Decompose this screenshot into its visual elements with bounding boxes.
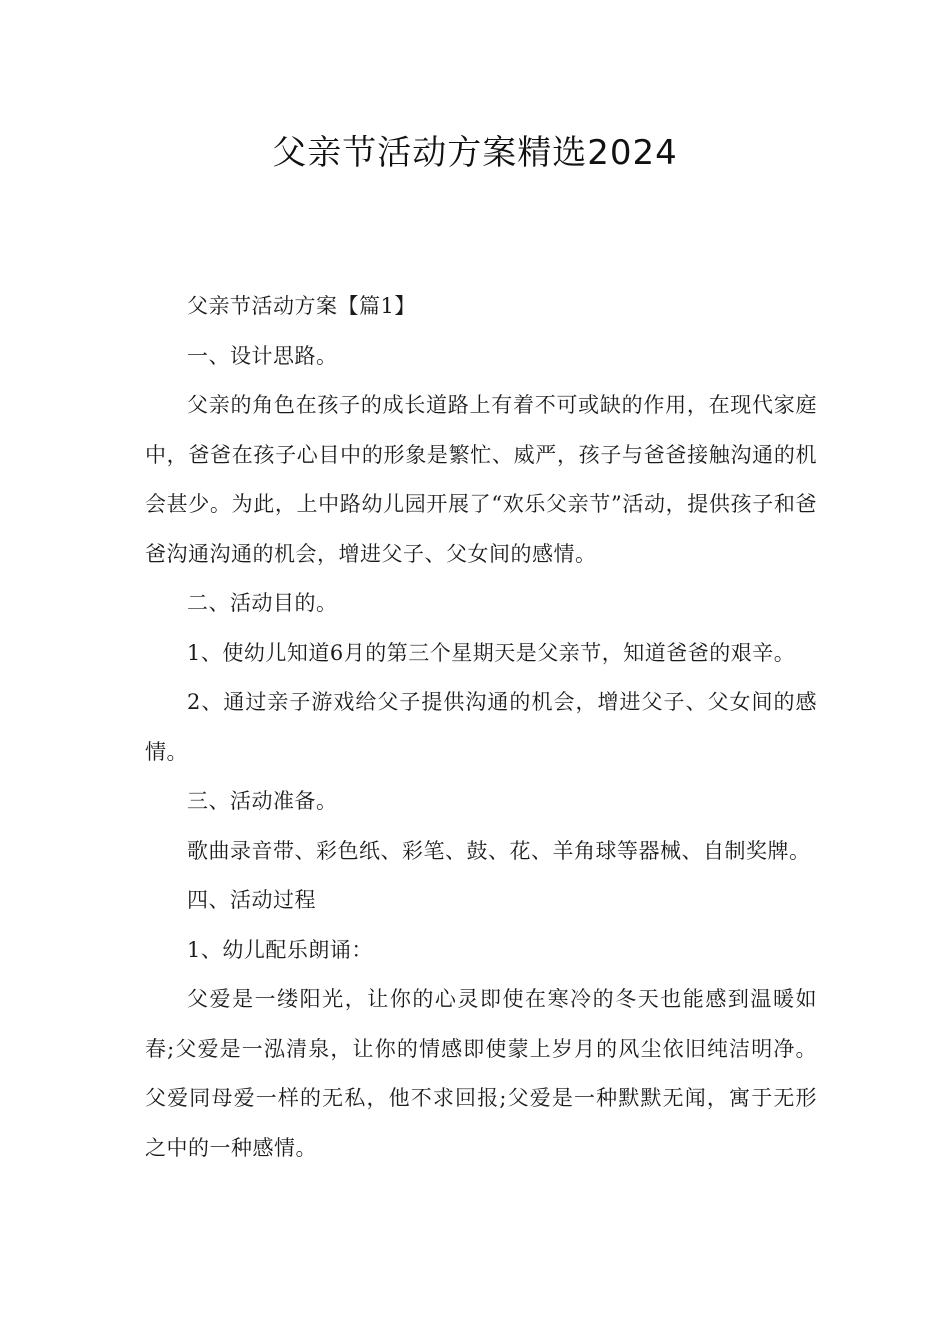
paragraph-recitation-text: 父爱是一缕阳光，让你的心灵即使在寒冷的冬天也能感到温暖如春;父爱是一泓清泉，让你的情感即使蒙上岁月的风尘依旧纯洁明净。父爱同母爱一样的无私，他不求回报;父爱是一种默默无闻，寓于无形之中的一种感情。 [145, 987, 817, 1160]
paragraph-preparation-text: 歌曲录音带、彩色纸、彩笔、鼓、花、羊角球等器械、自制奖牌。 [187, 838, 811, 863]
paragraph-design-text: 父亲的角色在孩子的成长道路上有着不可或缺的作用，在现代家庭中，爸爸在孩子心目中的形象是繁忙、威严，孩子与爸爸接触沟通的机会甚少。为此，上中路幼儿园开展了“欢乐父亲节”活动，提供孩子和爸爸沟通沟通的机会，增进父子、父女间的感情。 [145, 393, 817, 566]
section-heading-chapter: 父亲节活动方案【篇1】 [187, 294, 416, 318]
section-heading-purpose: 二、活动目的。 [187, 591, 338, 615]
list-item-purpose-2: 2、通过亲子游戏给父子提供沟通的机会，增进父子、父女间的感情。 [145, 690, 817, 764]
document-body [145, 282, 817, 1173]
document-title: 父亲节活动方案精选2024 [272, 133, 678, 173]
section-heading-design: 一、设计思路。 [187, 343, 338, 368]
list-item-process-1: 1、幼儿配乐朗诵： [187, 937, 373, 962]
section-heading-preparation: 三、活动准备。 [187, 789, 338, 813]
section-heading-process: 四、活动过程 [187, 888, 316, 912]
list-item-purpose-1: 1、使幼儿知道6月的第三个星期天是父亲节，知道爸爸的艰辛。 [187, 640, 796, 665]
